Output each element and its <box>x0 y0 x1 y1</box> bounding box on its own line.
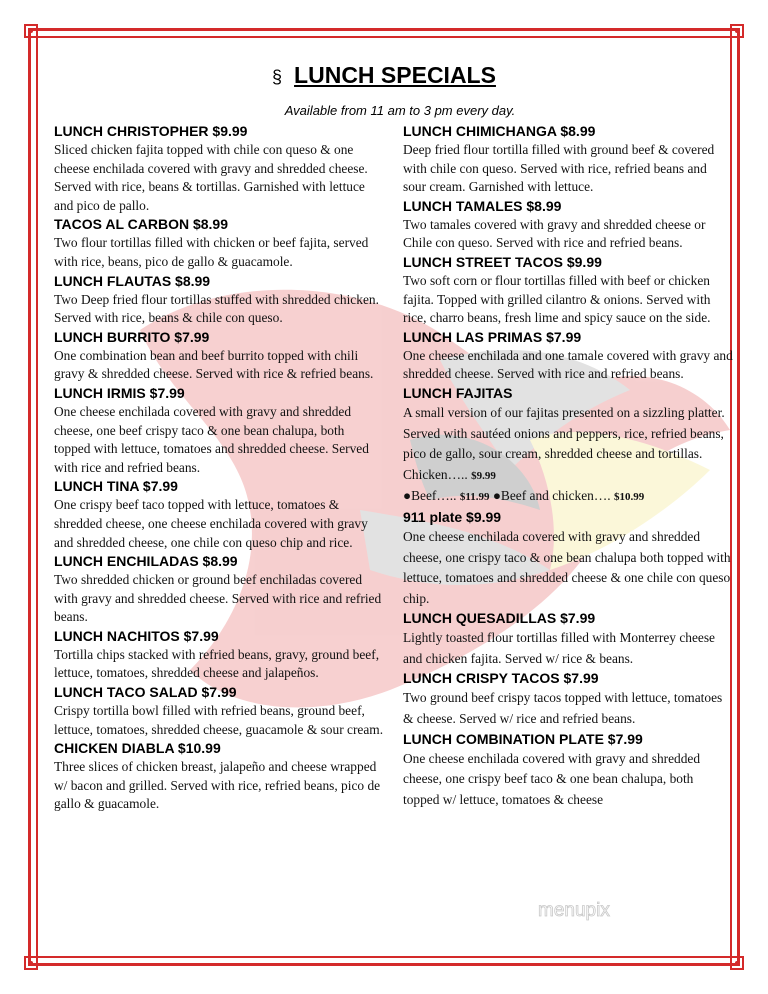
item-description: Deep fried flour tortilla filled with ground beef & covered with chile con queso. Served with rice, refried beans and sour cream. Garnished with lettuce. <box>403 142 715 195</box>
menu-item <box>403 122 733 197</box>
corner-ornament-icon <box>728 954 746 972</box>
item-name: TACOS AL CARBON $8.99 <box>54 216 228 233</box>
menu-item <box>54 328 384 384</box>
item-name: LUNCH LAS PRIMAS $7.99 <box>403 328 582 345</box>
item-description: Three slices of chicken breast, jalapeño and cheese wrapped w/ bacon and grilled. Served with rice, refried beans, pico de gallo & guacamole. <box>54 759 381 812</box>
item-description: Sliced chicken fajita topped with chile con queso & one cheese enchilada covered with gravy and shredded cheese. Served with rice, beans & tortillas. Garnished with lettuce and pico de pallo. <box>54 142 368 213</box>
menupix-logo <box>536 898 646 922</box>
item-name: LUNCH COMBINATION PLATE $7.99 <box>403 730 643 747</box>
item-name: LUNCH BURRITO $7.99 <box>54 328 210 345</box>
menu-item <box>403 197 733 253</box>
menu-item <box>403 730 733 811</box>
corner-ornament-icon <box>728 22 746 40</box>
section-mark: § <box>272 67 283 87</box>
logo-text: menupix <box>538 900 610 921</box>
item-name: LUNCH ENCHILADAS $8.99 <box>54 553 238 570</box>
menu-item <box>403 508 733 609</box>
item-name: LUNCH TAMALES $8.99 <box>403 197 562 214</box>
item-name: LUNCH FAJITAS <box>403 384 513 401</box>
menu-item <box>54 683 384 739</box>
beef-chicken-price: $10.99 <box>613 491 645 504</box>
item-description: Two flour tortillas filled with chicken or beef fajita, served with rice, beans, pico de gallo & guacamole. <box>54 235 369 269</box>
menu-item <box>54 552 384 627</box>
item-name: 911 plate $9.99 <box>403 508 502 525</box>
item-name: LUNCH FLAUTAS $8.99 <box>54 272 211 289</box>
menu-item <box>403 384 733 508</box>
corner-ornament-icon <box>22 954 40 972</box>
item-description: One combination bean and beef burrito topped with chili gravy & shredded cheese. Served with rice & refried beans. <box>54 347 374 382</box>
menu-item <box>54 739 384 814</box>
corner-ornament-icon <box>22 22 40 40</box>
item-name: LUNCH IRMIS $7.99 <box>54 384 185 401</box>
item-description: Crispy tortilla bowl filled with refried beans, ground beef, lettuce, tomatoes, shredded cheese, guacamole & sour cream. <box>54 703 384 737</box>
item-name: LUNCH CRISPY TACOS $7.99 <box>403 670 599 687</box>
item-name: LUNCH CHIMICHANGA $8.99 <box>403 123 596 139</box>
item-description: Two tamales covered with gravy and shredded cheese or Chile con queso. Served with rice and refried beans. <box>403 216 706 251</box>
title-text: LUNCH SPECIALS <box>294 62 496 88</box>
menu-item <box>54 272 384 328</box>
page-title <box>0 62 768 89</box>
item-description: Two ground beef crispy tacos topped with lettuce, tomatoes & cheese. Served w/ rice and refried beans. <box>403 690 723 727</box>
menu-item <box>403 253 733 328</box>
menu-item <box>54 215 384 271</box>
item-description: One cheese enchilada covered with gravy and shredded cheese, one crispy taco & one bean chalupa both topped with lettuce, tomatoes and shredded cheese & one chile con queso chip. <box>403 528 731 606</box>
menu-item <box>403 669 733 729</box>
item-description: Two soft corn or flour tortillas filled with beef or chicken fajita. Topped with grilled cilantro & onions. Served with rice, charro beans, fresh lime and spicy sauce on the side. <box>403 272 711 326</box>
item-description: Lightly toasted flour tortillas filled with Monterrey cheese and chicken fajita. Served w/ rice & beans. <box>403 630 715 666</box>
beef-label: ●Beef….. <box>403 488 457 504</box>
item-description: One crispy beef taco topped with lettuce, tomatoes & shredded cheese, one cheese enchilada covered with gravy and shredded cheese, one chile con queso chip and rice. <box>54 497 368 550</box>
item-name: LUNCH TACO SALAD $7.99 <box>54 684 237 701</box>
menu-column-left <box>54 122 384 814</box>
menu-item <box>54 477 384 552</box>
beef-chicken-label: ●Beef and chicken…. <box>492 488 611 504</box>
chicken-price: $9.99 <box>471 469 496 482</box>
item-description: One cheese enchilada and one tamale covered with gravy and shredded cheese. Served with rice and refried beans. <box>403 347 733 382</box>
menu-item <box>403 609 733 669</box>
item-description: One cheese enchilada covered with gravy and shredded cheese, one crispy beef taco & one bean chalupa, both topped w/ lettuce, tomatoes & cheese <box>403 750 701 807</box>
item-description: Tortilla chips stacked with refried beans, gravy, ground beef, lettuce, tomatoes, shredded cheese and jalapeños. <box>54 646 380 681</box>
item-name: LUNCH QUESADILLAS $7.99 <box>403 610 596 627</box>
menu-column-right <box>403 122 733 810</box>
item-description <box>403 403 733 508</box>
menu-item <box>403 328 733 384</box>
menu-item <box>54 627 384 683</box>
item-name: LUNCH CHRISTOPHER $9.99 <box>54 123 248 139</box>
availability-note: Available from 11 am to 3 pm every day. <box>284 103 516 118</box>
item-name: LUNCH TINA $7.99 <box>54 478 178 495</box>
item-name: CHICKEN DIABLA $10.99 <box>54 740 221 757</box>
item-name: LUNCH NACHITOS $7.99 <box>54 627 219 644</box>
item-description: Two shredded chicken or ground beef enchiladas covered with gravy and shredded cheese. Served with rice and refried beans. <box>54 572 382 625</box>
item-description: One cheese enchilada covered with gravy and shredded cheese, one beef crispy taco & one bean chalupa, both topped with lettuce, tomatoes and shredded cheese. Served with rice and refried beans. <box>54 403 369 475</box>
item-name: LUNCH STREET TACOS $9.99 <box>403 253 602 270</box>
menu-item <box>54 384 384 477</box>
beef-price: $11.99 <box>459 491 490 504</box>
fajitas-description: A small version of our fajitas presented on a sizzling platter. Served with sautéed onions and peppers, rice, refried beans, pico de gallo, sour cream, shredded cheese and tortillas. Chicken….. <box>403 404 725 482</box>
item-description: Two Deep fried flour tortillas stuffed with shredded chicken. Served with rice, beans & chile con queso. <box>54 291 379 326</box>
menu-item <box>54 122 384 215</box>
